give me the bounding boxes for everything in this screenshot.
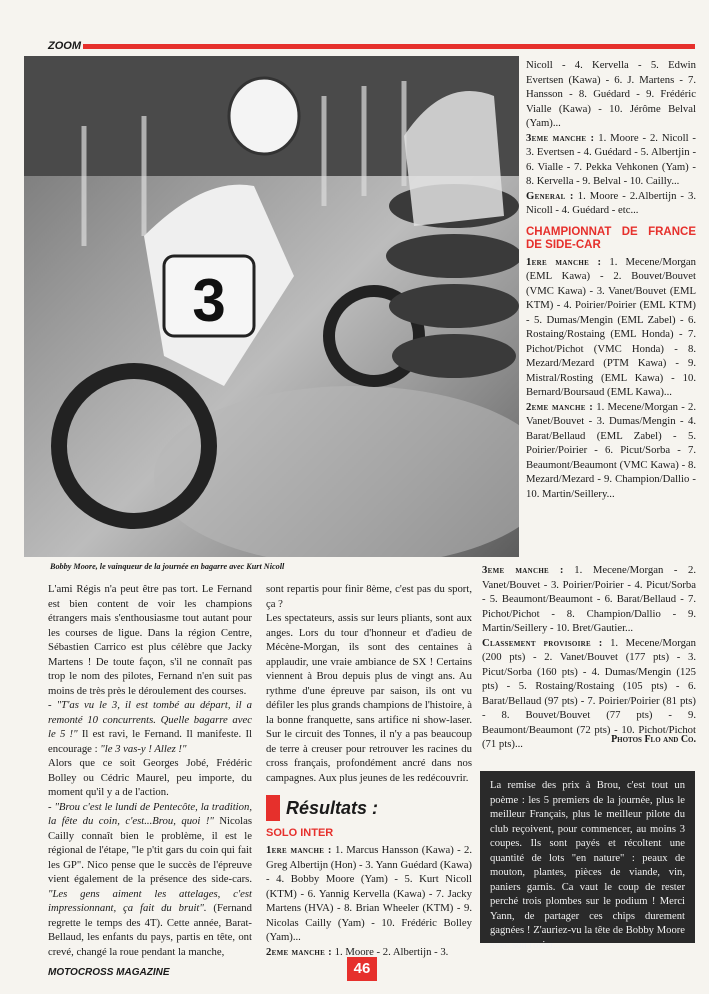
article-column-left	[48, 582, 252, 959]
article-paragraph: sont repartis pour finir 8ème, c'est pas du sport, ça ?	[266, 583, 472, 610]
results-paragraph: Classement provisoire : 1. Mecene/Morgan (200 pts) - 2. Vanet/Bouvet (177 pts) - 3. Picut/Sorba (160 pts) - 4. Dumas/Mengin (125 pts) - 5. Rostaing/Rostaing (105 pts) - 6. Barat/Bellaud (97 pts) - 7. Poirier/Poirier (81 pts) - 8. Bouvet/Bouvet (77 pts) - 9. Beaumont/Beaumont (72 pts) - 10. Pichot/Pichot (71 pts)...	[482, 636, 696, 750]
results-title-bar	[266, 795, 280, 821]
page-number: 46	[347, 957, 377, 981]
solo-results	[266, 843, 472, 959]
solo-inter-heading: SOLO INTER	[266, 827, 334, 839]
results-paragraph: 3eme manche : 1. Moore - 2. Nicoll - 3. Evertsen - 4. Guédard - 5. Albertjin - 6. Vialle - 7. Pekka Vehkonen (Yam) - 8. Kervella - 9. Belval - 10. Cailly...	[526, 131, 696, 187]
results-paragraph: 1ere manche : 1. Mecene/Morgan (EML Kawa) - 2. Bouvet/Bouvet (VMC Kawa) - 3. Vanet/Bouvet (EML KTM) - 4. Poirier/Poirier (EML KTM) - 5. Dumas/Mengin (EML Zabel) - 6. Rostaing/Rostaing (EML Honda) - 7. Pichot/Pichot (VMC Honda) - 8. Mezard/Mezard (PTM Kawa) - 9. Mistral/Rosting (EML Kawa) - 10. Bernard/Boursaud (EML Kawa)...	[526, 255, 696, 398]
prize-sidebar-box: La remise des prix à Brou, c'est tout un poème : les 5 premiers de la journée, plus le meilleur Français, plus le meilleur pilote du club reçoivent, pour commencer, au moins 3 coupes. Ils sont payés et récoltent une quantité de lots "en nature" : peaux de mouton, plantes, pièces de viande, vin, paniers garnis. Ca vaut le coup de rester perché trois plombes sur le podium ! Merci Yann, de partager ces chips durement gagnées ! Z'auriez-vu la tête de Bobby Moore avec son rosier...	[480, 771, 695, 943]
section-rule	[83, 44, 695, 49]
results-title	[266, 795, 378, 821]
article-paragraph: - "T'as vu le 3, il est tombé au départ, il a remonté 10 concurrents. Quelle bagarre avec le 5 !" Il est ravi, le Fernand. Il manifeste. Il encourage : "le 3 vas-y ! Allez !"	[48, 699, 252, 755]
results-column-lower	[482, 563, 696, 752]
section-label: ZOOM	[48, 40, 81, 52]
article-paragraph: - "Brou c'est le lundi de Pentecôte, la tradition, la fête du coin, c'est...Brou, quoi !" Nicolas Cailly connaît bien le problème, il est le régional de l'étape, "le p'tit gars du coin qui fait les GP". Nico pense que le succès de l'épreuve vient également de la présence des side-cars. "Les gens aiment les attelages, c'est impressionnant, ça fait du bruit". (Fernand regrette le temps des 4T). Cette année, Barat-Bellaud, les enfants du pays, partis en tête, ont crevé, changé la roue pendant la manche,	[48, 800, 252, 958]
article-paragraph: Alors que ce soit Georges Jobé, Frédéric Bolley ou Cédric Maurel, peu importe, du moment qu'il y a de l'action.	[48, 757, 252, 798]
article-paragraph: Les spectateurs, assis sur leurs pliants, sont aux anges. Lors du tour d'honneur et d'adieu de Mécène-Morgan, ils sont des centaines à applaudir, une vraie ambiance de SX ! Certains viennent à Brou depuis plus de vingt ans. Au rythme d'une épreuve par saison, ils ont vu défiler les plus grands champions de l'histoire, à la bonne franquette, sans artifice ni show-laser. Sur le circuit des Tonnes, il n'y a pas beaucoup de terre à creuser pour retrouver les racines du cross français, profondément ancré dans nos campagnes. Aux plus jeunes de les redécouvrir.	[266, 612, 472, 784]
article-column-middle	[266, 582, 472, 785]
photo-credit: Photos Flo and Co.	[611, 734, 696, 745]
bike-number: 3	[192, 267, 226, 334]
article-paragraph: L'ami Régis n'a peut être pas tort. Le Fernand est bien content de voir les champions étrangers mais s'enthousiasme tout autant pour les courses de ligue. Dans la région Centre, Sébastien Carrico est plus célèbre que Jacky Martens ! De toute façon, s'il ne connaît pas trop le nom des pilotes, Fernand n'en suit pas moins de très près le déroulement des courses.	[48, 583, 252, 697]
sidecar-heading: CHAMPIONNAT DE FRANCE DE SIDE-CAR	[526, 225, 696, 251]
race-photo	[24, 56, 519, 557]
results-column-right	[526, 58, 696, 501]
results-title-text: Résultats :	[286, 797, 379, 818]
results-paragraph: 1ere manche : 1. Marcus Hansson (Kawa) - 2. Greg Albertijn (Hon) - 3. Yann Guédard (Kawa) - 4. Bobby Moore (Yam) - 5. Kurt Nicoll (KTM) - 6. Yannig Kervella (Kawa) - 7. Jacky Martens (HVA) - 8. Brian Wheeler (KTM) - 9. Nicolas Cailly (Yam) - 10. Frédéric Bolley (Yam)...	[266, 844, 472, 943]
magazine-name: MOTOCROSS MAGAZINE	[48, 967, 170, 978]
results-paragraph: Nicoll - 4. Kervella - 5. Edwin Evertsen (Kawa) - 6. J. Martens - 7. Hansson - 8. Guédard - 9. Frédéric Vialle (Kawa) - 10. Jérôme Belval (Yam)...	[526, 59, 696, 129]
results-paragraph: 3eme manche : 1. Mecene/Morgan - 2. Vanet/Bouvet - 3. Poirier/Poirier - 4. Picut/Sorba - 5. Beaumont/Beaumont - 6. Barat/Bellaud - 7. Pichot/Pichot - 8. Champion/Dallio - 9. Martin/Seillery - 10. Bret/Gautier...	[482, 564, 696, 634]
results-paragraph: 2eme manche : 1. Mecene/Morgan - 2. Vanet/Bouvet - 3. Dumas/Mengin - 4. Barat/Bellaud (EML Zabel) - 5. Poirier/Poirier - 6. Picut/Sorba - 7. Beaumont/Beaumont (VMC Kawa) - 8. Mezard/Mezard - 9. Champion/Dallio - 10. Martin/Seillery...	[526, 400, 696, 500]
results-paragraph: General : 1. Moore - 2.Albertijn - 3. Nicoll - 4. Guédard - etc...	[526, 189, 696, 216]
results-paragraph: 2eme manche : 1. Moore - 2. Albertijn - 3.	[266, 945, 449, 958]
photo-caption: Bobby Moore, le vainqueur de la journée en bagarre avec Kurt Nicoll	[50, 562, 285, 571]
